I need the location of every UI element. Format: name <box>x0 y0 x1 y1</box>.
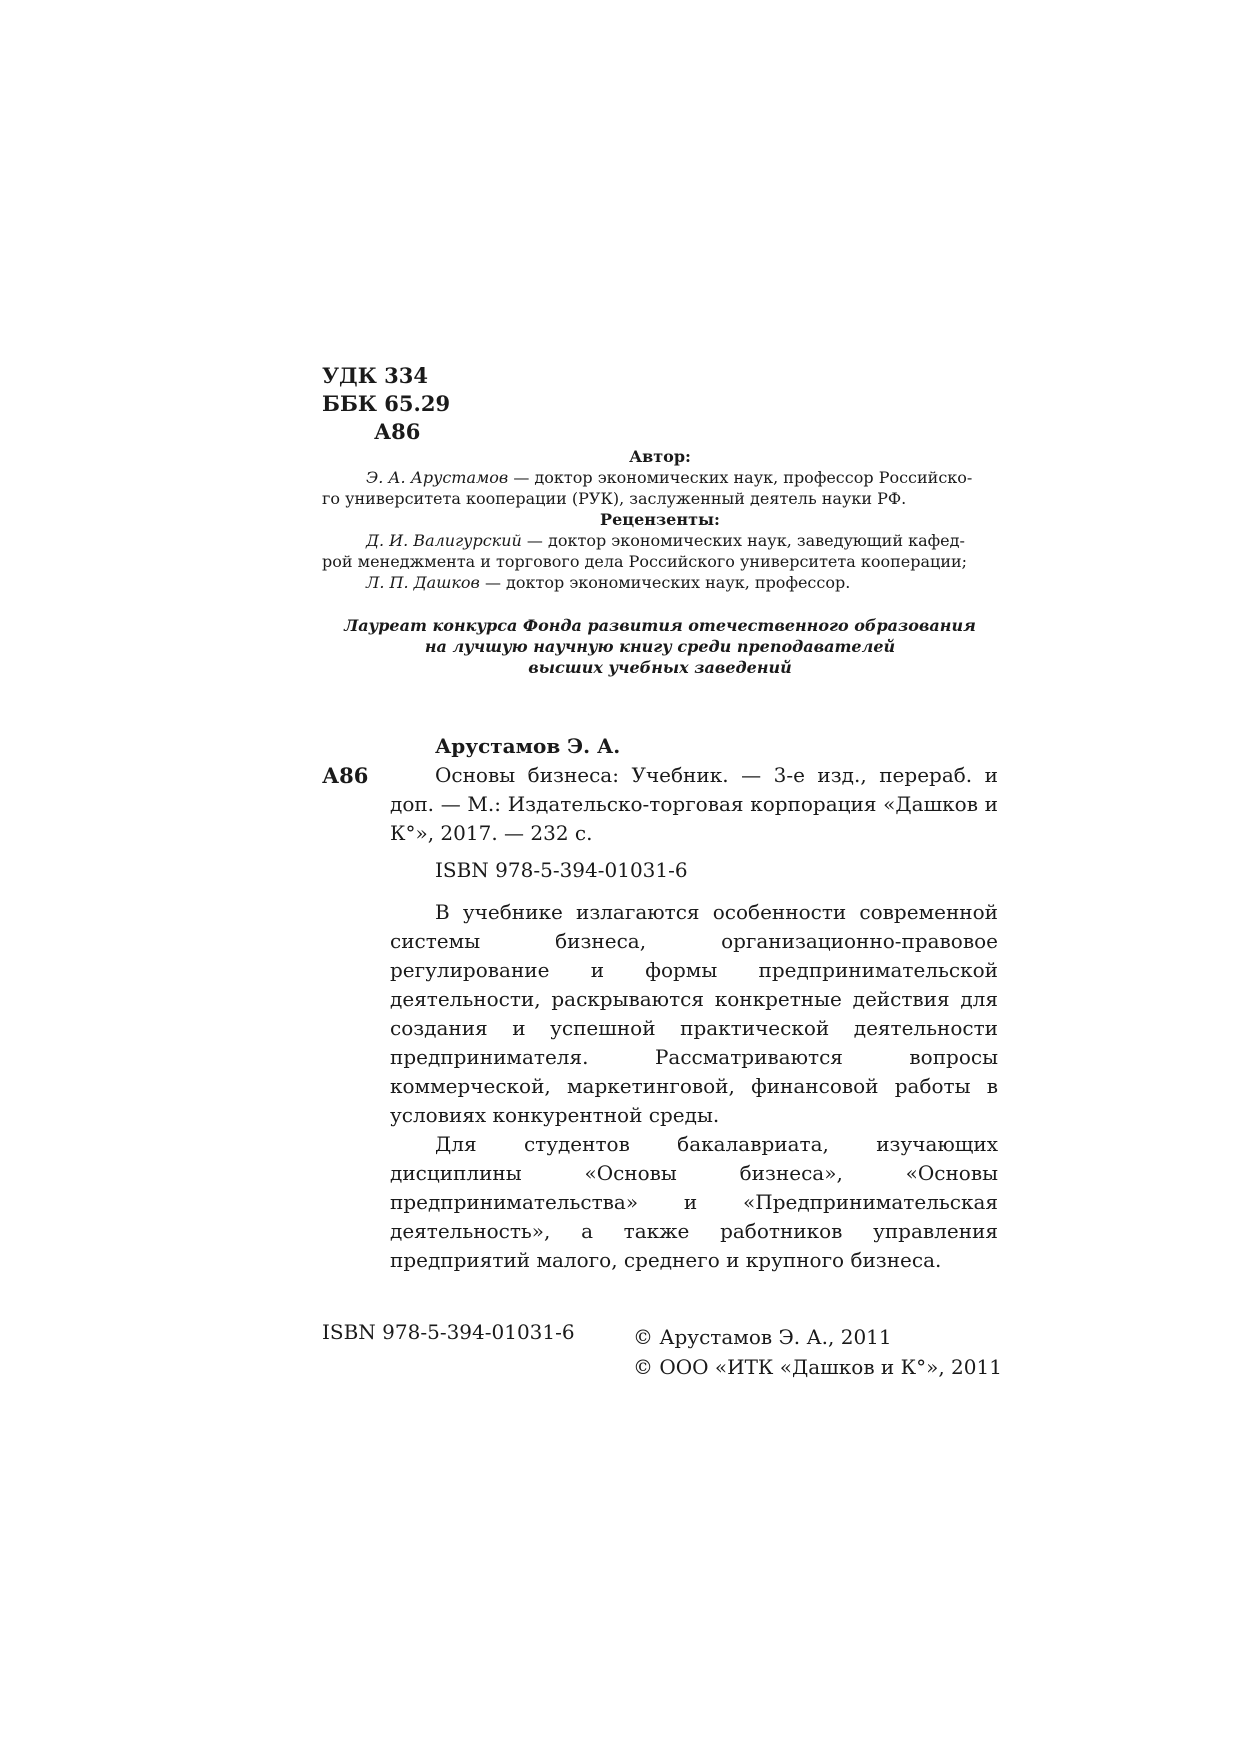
udk-code: УДК 334 <box>322 363 428 388</box>
credits-block <box>322 446 998 593</box>
classification-codes <box>322 362 450 446</box>
laureate-line2: на лучшую научную книгу среди преподавателей <box>424 637 896 656</box>
annotation-paragraph: В учебнике излагаются особенности современной системы бизнеса, организационно-правовое регулирование и формы предпринимательской деятельности, раскрываются конкретные действия для создания и успешной практической деятельности предпринимателя. Рассматриваются вопросы коммерческой, маркетинговой, финансовой работы в условиях конкурентной среды. <box>390 900 998 1127</box>
reviewer1-name: Д. И. Валигурский <box>366 531 522 550</box>
copyright-publisher: © ООО «ИТК «Дашков и К°», 2011 <box>633 1355 1002 1379</box>
reviewer2-desc: — доктор экономических наук, профессор. <box>479 573 851 592</box>
author-mark: А86 <box>374 419 421 444</box>
catalog-record <box>390 732 998 1275</box>
laureate-line3: высших учебных заведений <box>528 658 792 677</box>
author-heading: Автор: <box>629 447 691 466</box>
reviewers-heading: Рецензенты: <box>600 510 720 529</box>
catalog-code: А86 <box>322 763 369 788</box>
copyright-block <box>633 1322 1002 1382</box>
laureate-line1: Лауреат конкурса Фонда развития отечественного образования <box>344 616 976 635</box>
catalog-author: Арустамов Э. А. <box>435 734 621 758</box>
author-entry <box>322 467 998 488</box>
copyright-author: © Арустамов Э. А., 2011 <box>633 1325 892 1349</box>
laureate-note <box>322 615 998 678</box>
footer-isbn: ISBN 978-5-394-01031-6 <box>322 1320 575 1344</box>
bbk-code: ББК 65.29 <box>322 391 451 416</box>
author-name: Э. А. Арустамов <box>366 468 509 487</box>
reviewer1-entry <box>322 530 998 551</box>
bibliographic-description: Основы бизнеса: Учебник. — 3-е изд., перераб. и доп. — М.: Издательско-торговая корпорация «Дашков и К°», 2017. — 232 с. <box>390 763 998 845</box>
reviewer1-entry-cont: рой менеджмента и торгового дела Российского университета кооперации; <box>322 552 968 571</box>
author-entry-cont: го университета кооперации (РУК), заслуженный деятель науки РФ. <box>322 489 907 508</box>
author-desc-line1: — доктор экономических наук, профессор Российско- <box>508 468 973 487</box>
reviewer1-desc-line1: — доктор экономических наук, заведующий кафед- <box>521 531 965 550</box>
reviewer2-entry <box>322 572 998 593</box>
catalog-isbn: ISBN 978-5-394-01031-6 <box>435 858 688 882</box>
reviewer2-name: Л. П. Дашков <box>366 573 480 592</box>
annotation <box>390 898 998 1275</box>
annotation-paragraph: Для студентов бакалавриата, изучающих дисциплины «Основы бизнеса», «Основы предпринимательства» и «Предпринимательская деятельность», а также работников управления предприятий малого, среднего и крупного бизнеса. <box>390 1132 998 1272</box>
